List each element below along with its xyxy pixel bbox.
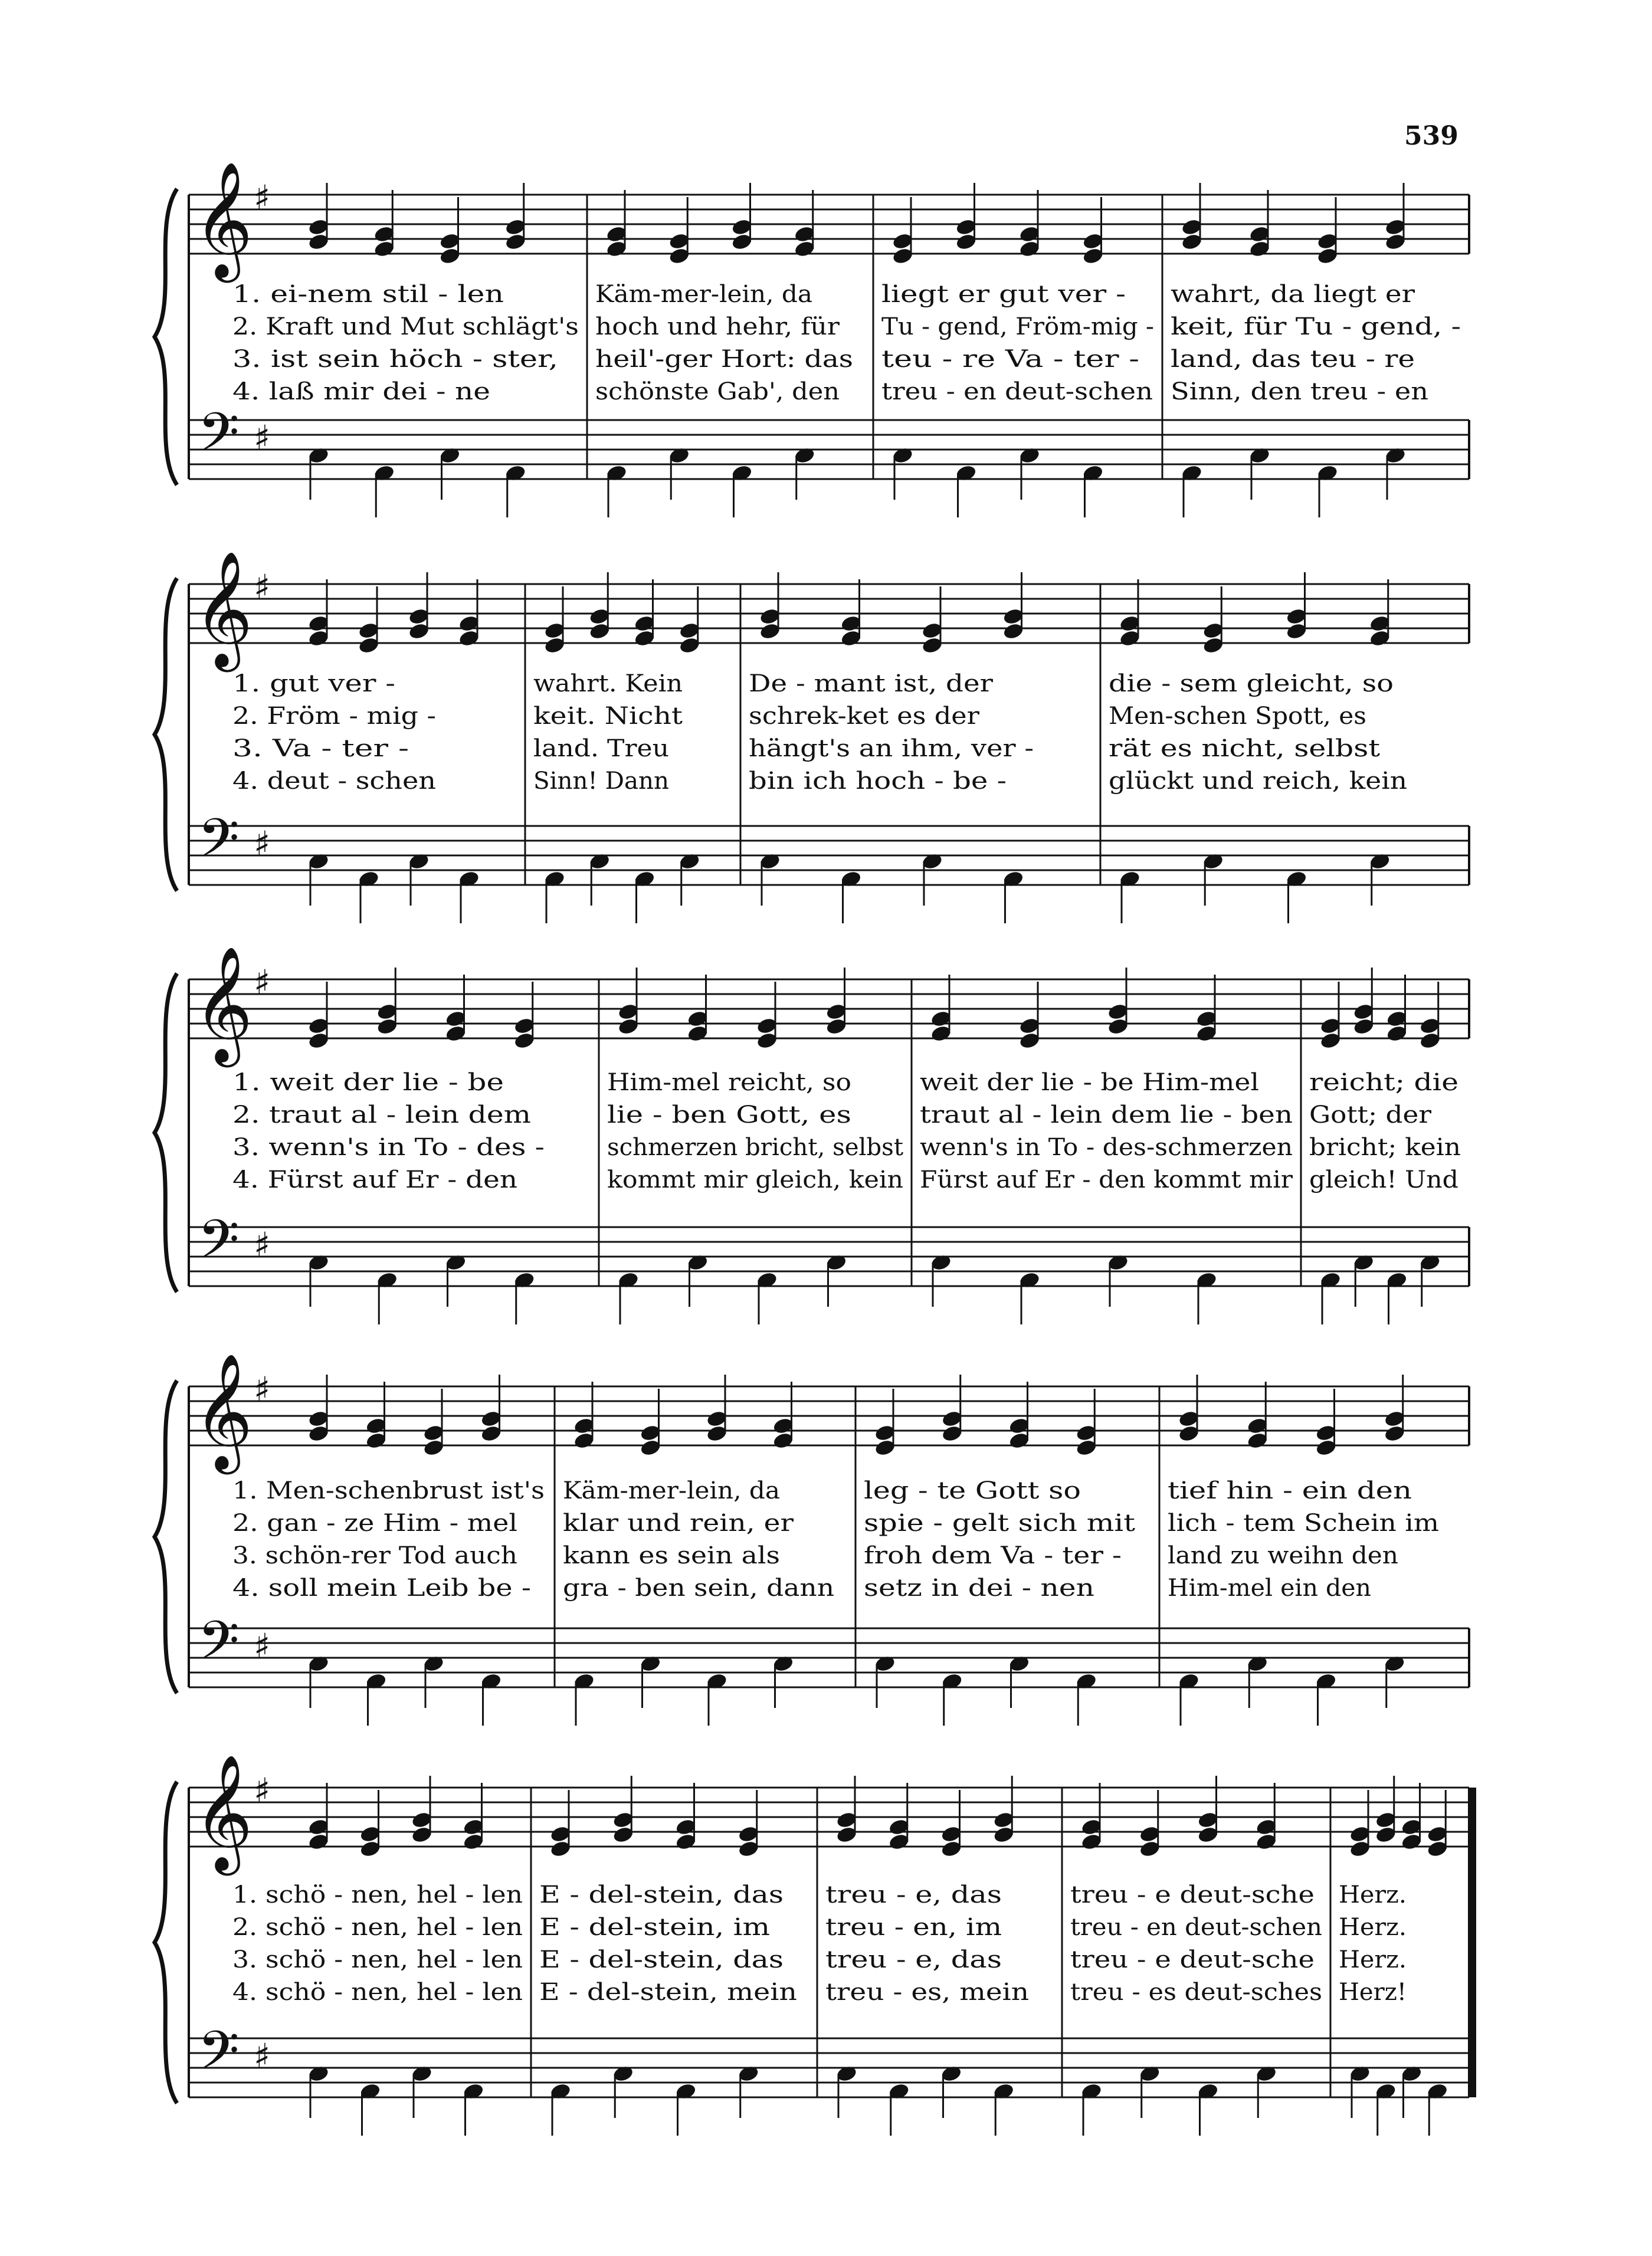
system-4 bbox=[155, 1353, 1469, 1726]
lyric-verse-4: Sinn! Dann bbox=[533, 768, 669, 795]
lyric-verse-4: E - del-stein, mein bbox=[539, 1979, 797, 2006]
lyric-verse-2: traut al - lein dem lie - ben bbox=[920, 1101, 1293, 1129]
lyric-verse-3: bricht; kein bbox=[1309, 1134, 1461, 1161]
lyric-verse-3: rät es nicht, selbst bbox=[1109, 735, 1380, 762]
lyric-verse-2: Gott; der bbox=[1309, 1101, 1432, 1129]
lyric-verse-1: tief hin - ein den bbox=[1168, 1477, 1412, 1504]
key-signature-sharp: ♯ bbox=[254, 1770, 271, 1811]
lyric-verse-3: 3. Va - ter - bbox=[232, 735, 409, 762]
lyric-verse-4: treu - es deut-sches bbox=[1070, 1979, 1322, 2006]
bass-clef: 𝄢 bbox=[198, 1609, 240, 1685]
lyric-verse-1: 1. weit der lie - be bbox=[232, 1069, 504, 1096]
lyric-verse-2: klar und rein, er bbox=[563, 1510, 795, 1537]
lyric-verse-3: hängt's an ihm, ver - bbox=[749, 735, 1034, 762]
lyric-verse-3: land zu weihn den bbox=[1168, 1542, 1398, 1569]
treble-clef: 𝄞 bbox=[194, 550, 253, 667]
lyric-verse-1: 1. Men-schenbrust ist's bbox=[232, 1477, 545, 1504]
lyric-verse-2: keit. Nicht bbox=[533, 703, 683, 730]
lyric-verse-3: E - del-stein, das bbox=[539, 1946, 784, 1973]
lyric-verse-1: Käm-mer-lein, da bbox=[563, 1477, 780, 1504]
lyric-verse-2: 2. Fröm - mig - bbox=[232, 703, 436, 730]
lyric-verse-3: froh dem Va - ter - bbox=[864, 1542, 1122, 1569]
lyric-verse-2: 2. traut al - lein dem bbox=[232, 1101, 531, 1129]
brace bbox=[155, 578, 177, 891]
lyric-verse-4: bin ich hoch - be - bbox=[749, 768, 1007, 795]
lyric-verse-1: wahrt. Kein bbox=[533, 670, 683, 697]
system-1 bbox=[155, 161, 1469, 517]
lyric-verse-2: Herz. bbox=[1339, 1914, 1407, 1941]
lyric-verse-4: treu - es, mein bbox=[825, 1979, 1029, 2006]
lyric-verse-3: treu - e deut-sche bbox=[1070, 1946, 1315, 1973]
lyric-verse-2: schrek-ket es der bbox=[749, 703, 980, 730]
key-signature-sharp: ♯ bbox=[254, 824, 271, 864]
lyric-verse-4: Him-mel ein den bbox=[1168, 1575, 1371, 1602]
lyric-verse-1: liegt er gut ver - bbox=[881, 281, 1126, 308]
lyric-verse-1: treu - e deut-sche bbox=[1070, 1881, 1315, 1909]
lyric-verse-1: Herz. bbox=[1339, 1881, 1407, 1909]
brace bbox=[155, 1782, 177, 2103]
system-2 bbox=[155, 550, 1469, 923]
lyric-verse-3: schmerzen bricht, selbst bbox=[607, 1134, 903, 1161]
lyric-verse-3: kann es sein als bbox=[563, 1542, 780, 1569]
lyric-verse-1: 1. ei-nem stil - len bbox=[232, 281, 504, 308]
lyric-verse-4: gleich! Und bbox=[1309, 1166, 1458, 1193]
lyric-verse-1: 1. gut ver - bbox=[232, 670, 395, 697]
lyric-verse-4: 4. deut - schen bbox=[232, 768, 436, 795]
lyric-verse-1: weit der lie - be Him-mel bbox=[920, 1069, 1259, 1096]
key-signature-sharp: ♯ bbox=[254, 2036, 271, 2076]
bass-clef: 𝄢 bbox=[198, 2019, 240, 2095]
lyric-verse-3: land. Treu bbox=[533, 735, 669, 762]
brace bbox=[155, 189, 177, 485]
lyric-verse-1: die - sem gleicht, so bbox=[1109, 670, 1394, 697]
lyric-verse-4: 4. Fürst auf Er - den bbox=[232, 1166, 517, 1193]
key-signature-sharp: ♯ bbox=[254, 1369, 271, 1409]
final-barline bbox=[1468, 1788, 1476, 2097]
bass-clef: 𝄢 bbox=[198, 807, 240, 883]
lyric-verse-1: Him-mel reicht, so bbox=[607, 1069, 851, 1096]
lyric-verse-4: Sinn, den treu - en bbox=[1171, 378, 1428, 405]
system-5 bbox=[155, 1754, 1476, 2136]
lyric-verse-3: 3. wenn's in To - des - bbox=[232, 1134, 545, 1161]
page-number: 539 bbox=[1404, 121, 1458, 151]
lyric-verse-3: teu - re Va - ter - bbox=[881, 346, 1139, 373]
lyric-verse-2: lie - ben Gott, es bbox=[607, 1101, 851, 1129]
lyric-verse-1: De - mant ist, der bbox=[749, 670, 994, 697]
lyric-verse-3: heil'-ger Hort: das bbox=[595, 346, 853, 373]
key-signature-sharp: ♯ bbox=[254, 1626, 271, 1666]
treble-clef: 𝄞 bbox=[194, 161, 253, 278]
lyric-verse-3: wenn's in To - des-schmerzen bbox=[920, 1134, 1293, 1161]
lyric-verse-4: 4. schö - nen, hel - len bbox=[232, 1979, 523, 2006]
lyric-verse-4: gra - ben sein, dann bbox=[563, 1575, 834, 1602]
brace bbox=[155, 1381, 177, 1693]
lyric-verse-2: hoch und hehr, für bbox=[595, 313, 840, 340]
lyric-verse-2: keit, für Tu - gend, - bbox=[1171, 313, 1461, 340]
lyric-verse-2: 2. gan - ze Him - mel bbox=[232, 1510, 517, 1537]
lyric-verse-4: Fürst auf Er - den kommt mir bbox=[920, 1166, 1293, 1193]
lyric-verse-4: kommt mir gleich, kein bbox=[607, 1166, 903, 1193]
bass-clef: 𝄢 bbox=[198, 1208, 240, 1284]
lyric-verse-1: leg - te Gott so bbox=[864, 1477, 1081, 1504]
lyric-verse-1: 1. schö - nen, hel - len bbox=[232, 1881, 523, 1909]
key-signature-sharp: ♯ bbox=[254, 1225, 271, 1265]
lyric-verse-3: treu - e, das bbox=[825, 1946, 1002, 1973]
lyric-verse-4: 4. soll mein Leib be - bbox=[232, 1575, 531, 1602]
lyric-verse-1: treu - e, das bbox=[825, 1881, 1002, 1909]
lyric-verse-2: Tu - gend, Fröm-mig - bbox=[881, 313, 1154, 340]
lyric-verse-1: Käm-mer-lein, da bbox=[595, 281, 812, 308]
lyric-verse-4: 4. laß mir dei - ne bbox=[232, 378, 490, 405]
lyric-verse-2: 2. Kraft und Mut schlägt's bbox=[232, 313, 579, 340]
lyric-verse-2: treu - en, im bbox=[825, 1914, 1002, 1941]
treble-clef: 𝄞 bbox=[194, 946, 253, 1063]
bass-clef: 𝄢 bbox=[198, 401, 240, 477]
lyric-verse-2: lich - tem Schein im bbox=[1168, 1510, 1439, 1537]
key-signature-sharp: ♯ bbox=[254, 178, 271, 218]
lyric-verse-4: treu - en deut-schen bbox=[881, 378, 1153, 405]
lyric-verse-1: wahrt, da liegt er bbox=[1171, 281, 1416, 308]
lyric-verse-1: E - del-stein, das bbox=[539, 1881, 784, 1909]
lyric-verse-2: treu - en deut-schen bbox=[1070, 1914, 1322, 1941]
lyric-verse-2: spie - gelt sich mit bbox=[864, 1510, 1135, 1537]
lyric-verse-2: E - del-stein, im bbox=[539, 1914, 770, 1941]
lyric-verse-1: reicht; die bbox=[1309, 1069, 1458, 1096]
treble-clef: 𝄞 bbox=[194, 1754, 253, 1871]
lyric-verse-3: land, das teu - re bbox=[1171, 346, 1415, 373]
lyric-verse-3: Herz. bbox=[1339, 1946, 1407, 1973]
lyric-verse-3: 3. schön-rer Tod auch bbox=[232, 1542, 517, 1569]
key-signature-sharp: ♯ bbox=[254, 567, 271, 607]
lyric-verse-3: 3. ist sein höch - ster, bbox=[232, 346, 558, 373]
lyric-verse-2: 2. schö - nen, hel - len bbox=[232, 1914, 523, 1941]
lyric-verse-4: glückt und reich, kein bbox=[1109, 768, 1407, 795]
key-signature-sharp: ♯ bbox=[254, 962, 271, 1002]
key-signature-sharp: ♯ bbox=[254, 418, 271, 458]
lyric-verse-4: setz in dei - nen bbox=[864, 1575, 1094, 1602]
treble-clef: 𝄞 bbox=[194, 1353, 253, 1470]
lyric-verse-2: Men-schen Spott, es bbox=[1109, 703, 1366, 730]
system-3 bbox=[155, 946, 1469, 1324]
brace bbox=[155, 973, 177, 1292]
lyric-verse-3: 3. schö - nen, hel - len bbox=[232, 1946, 523, 1973]
lyric-verse-4: Herz! bbox=[1339, 1979, 1407, 2006]
lyric-verse-4: schönste Gab', den bbox=[595, 378, 840, 405]
